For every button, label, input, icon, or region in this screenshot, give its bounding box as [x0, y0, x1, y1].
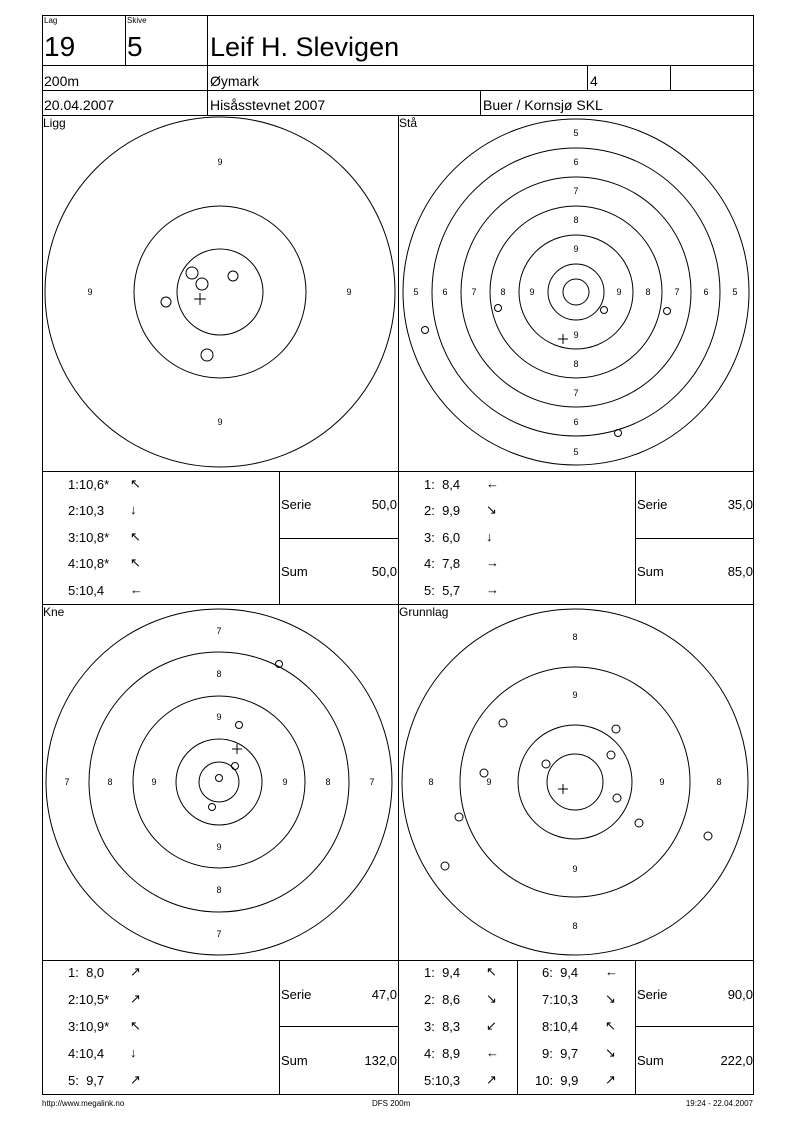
ring-label: 9: [616, 287, 622, 297]
ring-label: 6: [442, 287, 448, 297]
ring-label: 9: [486, 777, 492, 787]
serie-value: 47,0: [371, 987, 397, 1002]
skive-label: Skive: [127, 16, 147, 25]
ring-label: 8: [325, 777, 331, 787]
ring-label: 9: [346, 287, 352, 297]
shot-direction-icon: ↙: [486, 1018, 497, 1033]
shot-hole: [201, 349, 213, 361]
ring-label: 7: [216, 626, 222, 636]
footer-timestamp: 19:24 - 22.04.2007: [685, 1099, 753, 1108]
ring-label: 9: [572, 864, 578, 874]
place: Øymark: [210, 73, 259, 89]
shot-hole: [601, 307, 608, 314]
footer-url-link[interactable]: http://www.megalink.no: [42, 1099, 125, 1108]
serie-value: 90,0: [727, 987, 753, 1002]
shot-hole: [455, 813, 463, 821]
serie-label: Serie: [637, 987, 668, 1002]
shot-direction-icon: ↓: [486, 529, 493, 544]
grunnlag-ring-labels: [428, 632, 721, 931]
ring-label: 7: [573, 186, 579, 196]
ring-label: 7: [216, 929, 222, 939]
shot-direction-icon: ↗: [130, 1072, 141, 1087]
shot-value: 3:10,8*: [68, 530, 110, 545]
shot-hole: [615, 430, 622, 437]
shot-hole: [480, 769, 488, 777]
skive-value: 5: [127, 31, 143, 62]
shot-direction-icon: ↘: [486, 991, 497, 1006]
shot-hole: [542, 760, 550, 768]
ring-label: 8: [500, 287, 506, 297]
ring-label: 9: [573, 330, 579, 340]
shot-hole: [422, 327, 429, 334]
ring-label: 7: [674, 287, 680, 297]
serie-value: 35,0: [727, 497, 753, 512]
shot-hole: [613, 794, 621, 802]
shot-direction-icon: ↖: [605, 1018, 616, 1033]
sta-target: [403, 119, 749, 465]
shot-value: 6: 9,4: [542, 965, 579, 980]
sum-label: Sum: [281, 564, 308, 579]
ring-label: 8: [216, 669, 222, 679]
ring-label: 9: [87, 287, 93, 297]
event-name: Hisåsstevnet 2007: [210, 97, 326, 113]
shot-value: 3: 8,3: [424, 1019, 461, 1034]
ring-label: 6: [573, 417, 579, 427]
shot-hole: [441, 862, 449, 870]
shot-direction-icon: ↗: [130, 964, 141, 979]
ring-label: 8: [645, 287, 651, 297]
ligg-shot-holes: [161, 267, 238, 361]
position-label-grunnlag: Grunnlag: [399, 605, 449, 619]
ring-label: 9: [659, 777, 665, 787]
group-center-mark: [558, 784, 568, 794]
ring-label: 8: [107, 777, 113, 787]
shot-value: 9: 9,7: [542, 1046, 579, 1061]
ring-label: 7: [64, 777, 70, 787]
shot-value: 3:10,9*: [68, 1019, 110, 1034]
shot-hole: [209, 804, 216, 811]
footer-program: DFS 200m: [372, 1099, 411, 1108]
shot-value: 1:10,6*: [68, 477, 110, 492]
grunnlag-shot-holes: [441, 719, 712, 870]
club: Buer / Kornsjø SKL: [483, 97, 603, 113]
shot-direction-icon: ←: [486, 476, 499, 491]
shot-hole: [495, 305, 502, 312]
shot-direction-icon: →: [486, 582, 499, 597]
shot-value: 2: 9,9: [424, 503, 461, 518]
position-label-sta: Stå: [399, 116, 418, 130]
shot-value: 2:10,3: [68, 503, 105, 518]
ring-label: 8: [573, 359, 579, 369]
position-label-kne: Kne: [43, 605, 65, 619]
ring-label: 8: [216, 885, 222, 895]
shot-hole: [216, 775, 223, 782]
distance: 200m: [44, 73, 80, 89]
shot-direction-icon: ↖: [130, 529, 141, 544]
ring-label: 9: [572, 690, 578, 700]
shot-value: 4: 7,8: [424, 556, 461, 571]
shot-direction-icon: ↗: [605, 1072, 616, 1087]
shot-value: 5:10,4: [68, 583, 105, 598]
sta-shot-holes: [422, 305, 671, 437]
sum-value: 50,0: [371, 564, 397, 579]
ring-label: 5: [573, 447, 579, 457]
sum-label: Sum: [637, 564, 664, 579]
group-center-mark: [558, 334, 568, 344]
ring-label: 8: [428, 777, 434, 787]
ring-label: 8: [716, 777, 722, 787]
group-center-mark: [194, 293, 206, 305]
ring-label: 7: [471, 287, 477, 297]
shot-value: 10: 9,9: [535, 1073, 579, 1088]
ring-label: 8: [573, 215, 579, 225]
ring-label: 5: [413, 287, 419, 297]
shot-hole: [228, 271, 238, 281]
shot-hole: [635, 819, 643, 827]
shot-hole: [612, 725, 620, 733]
grunnlag-target: [402, 609, 748, 955]
shot-direction-icon: ←: [605, 964, 618, 979]
lag-label: Lag: [44, 16, 58, 25]
shot-direction-icon: →: [486, 555, 499, 570]
group-center-mark: [232, 744, 242, 754]
shot-value: 4:10,4: [68, 1046, 105, 1061]
shot-value: 5: 5,7: [424, 583, 461, 598]
shot-hole: [196, 278, 208, 290]
ring-label: 9: [573, 244, 579, 254]
shot-direction-icon: ←: [486, 1045, 499, 1060]
shot-value: 2:10,5*: [68, 992, 110, 1007]
class: 4: [590, 73, 598, 89]
serie-value: 50,0: [371, 497, 397, 512]
shot-hole: [161, 297, 171, 307]
position-label-ligg: Ligg: [43, 116, 66, 130]
shot-direction-icon: ↖: [130, 476, 141, 491]
shot-hole: [664, 308, 671, 315]
ring-label: 8: [572, 921, 578, 931]
ring-label: 9: [217, 417, 223, 427]
shot-hole: [236, 722, 243, 729]
shot-direction-icon: ↘: [605, 1045, 616, 1060]
sum-value: 132,0: [364, 1053, 397, 1068]
ring-label: 9: [529, 287, 535, 297]
shot-value: 5:10,3: [424, 1073, 461, 1088]
shot-value: 8:10,4: [542, 1019, 579, 1034]
sum-value: 222,0: [720, 1053, 753, 1068]
serie-label: Serie: [281, 497, 312, 512]
shot-value: 2: 8,6: [424, 992, 461, 1007]
ring-label: 7: [573, 388, 579, 398]
ring-label: 6: [703, 287, 709, 297]
shot-value: 5: 9,7: [68, 1073, 105, 1088]
shot-direction-icon: ↓: [130, 1045, 137, 1060]
shot-value: 4:10,8*: [68, 556, 110, 571]
ring-label: 8: [572, 632, 578, 642]
shot-value: 3: 6,0: [424, 530, 461, 545]
shot-hole: [499, 719, 507, 727]
shot-value: 7:10,3: [542, 992, 579, 1007]
kne-ring-labels: [64, 626, 374, 939]
ring-label: 7: [369, 777, 375, 787]
shot-direction-icon: ↘: [605, 991, 616, 1006]
serie-label: Serie: [281, 987, 312, 1002]
ligg-target: [45, 117, 395, 467]
date: 20.04.2007: [44, 97, 115, 113]
shot-value: 4: 8,9: [424, 1046, 461, 1061]
shot-direction-icon: ↗: [130, 991, 141, 1006]
ring-label: 9: [216, 712, 222, 722]
shot-direction-icon: ↗: [486, 1072, 497, 1087]
shot-direction-icon: ↘: [486, 502, 497, 517]
ring-label: 9: [151, 777, 157, 787]
sum-value: 85,0: [727, 564, 753, 579]
ring-label: 5: [732, 287, 738, 297]
shot-value: 1: 9,4: [424, 965, 461, 980]
shooter-name: Leif H. Slevigen: [210, 32, 400, 62]
shot-direction-icon: ↖: [130, 1018, 141, 1033]
shot-direction-icon: ←: [130, 582, 143, 597]
shot-direction-icon: ↓: [130, 502, 137, 517]
shot-value: 1: 8,0: [68, 965, 105, 980]
sum-label: Sum: [637, 1053, 664, 1068]
shot-direction-icon: ↖: [486, 964, 497, 979]
serie-label: Serie: [637, 497, 668, 512]
ring-label: 9: [217, 157, 223, 167]
ring-label: 9: [282, 777, 288, 787]
shot-direction-icon: ↖: [130, 555, 141, 570]
shot-hole: [607, 751, 615, 759]
shot-value: 1: 8,4: [424, 477, 461, 492]
ligg-ring-labels: [87, 157, 351, 427]
shot-hole: [186, 267, 198, 279]
kne-shot-holes: [209, 661, 283, 811]
ring-label: 6: [573, 157, 579, 167]
lag-value: 19: [44, 31, 76, 62]
shot-hole: [704, 832, 712, 840]
sum-label: Sum: [281, 1053, 308, 1068]
shot-hole: [232, 763, 239, 770]
ring-label: 9: [216, 842, 222, 852]
ring-label: 5: [573, 128, 579, 138]
